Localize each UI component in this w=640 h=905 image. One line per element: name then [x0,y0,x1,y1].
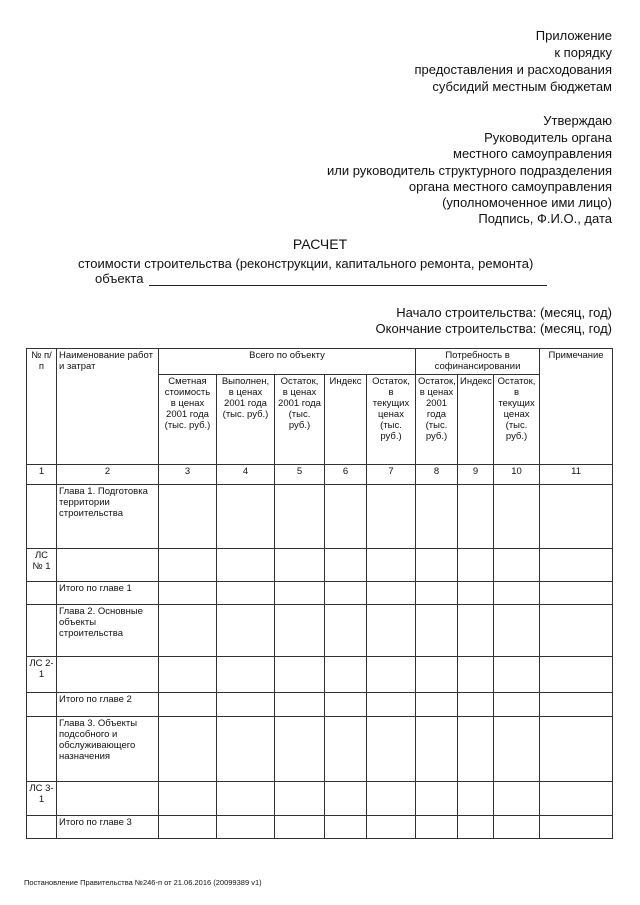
object-blank-field[interactable] [149,273,547,286]
table-row [27,693,613,717]
table-row [27,782,613,816]
col-header-need-rest-current: Остаток, в текущих ценах (тыс. руб.) [494,375,540,465]
table-row [27,717,613,782]
row-no [27,693,57,717]
object-line [95,271,547,286]
col-number: 7 [367,465,416,485]
appendix-line-2: к порядку [554,45,612,60]
col-number: 9 [458,465,494,485]
approval-line-3: местного самоуправления [453,146,612,161]
row-no: ЛС 2-1 [27,657,57,693]
footer-note: Постановление Правительства №246-п от 21.06.2016 (20099389 v1) [24,878,262,887]
appendix-line-1: Приложение [535,28,612,43]
col-number: 6 [325,465,367,485]
appendix-line-3: предоставления и расходования [414,62,612,77]
document-subtitle: стоимости строительства (реконструкции, капитального ремонта, ремонта) [78,256,534,271]
col-number: 11 [540,465,613,485]
row-name [57,657,159,693]
col-header-smeta: Сметная стоимость в ценах 2001 года (тыс. руб.) [159,375,217,465]
col-header-name: Наименование работ и затрат [57,349,159,465]
table-row [27,485,613,549]
col-number: 10 [494,465,540,485]
col-number: 8 [416,465,458,485]
row-name: Итого по главе 3 [57,816,159,839]
col-header-need-group: Потребность в софинансировании [416,349,540,375]
row-no: ЛС 3-1 [27,782,57,816]
row-name: Итого по главе 1 [57,582,159,605]
approval-line-4: или руководитель структурного подразделения [327,163,612,178]
row-no [27,816,57,839]
approval-line-1: Утверждаю [543,113,612,128]
col-number: 3 [159,465,217,485]
table-row [27,605,613,657]
col-header-rest-2001: Остаток, в ценах 2001 года (тыс. руб.) [275,375,325,465]
col-header-index: Индекс [325,375,367,465]
row-no [27,717,57,782]
table-row [27,657,613,693]
row-name: Глава 2. Основные объекты строительства [57,605,159,657]
start-date-line: Начало строительства: (месяц, год) [396,305,612,320]
col-header-no: № п/п [27,349,57,465]
appendix-line-4: субсидий местным бюджетам [432,79,612,94]
document-title: РАСЧЕТ [292,236,348,252]
col-header-done: Выполнен, в ценах 2001 года (тыс. руб.) [217,375,275,465]
calculation-table [26,348,613,839]
col-header-need-rest-2001: Остаток, в ценах 2001 года (тыс. руб.) [416,375,458,465]
approval-line-2: Руководитель органа [484,130,612,145]
row-no [27,605,57,657]
col-number: 5 [275,465,325,485]
col-header-need-index: Индекс [458,375,494,465]
object-label: объекта [95,271,144,286]
col-number: 2 [57,465,159,485]
approval-line-5: органа местного самоуправления [408,179,612,194]
col-number: 4 [217,465,275,485]
row-name: Глава 1. Подготовка территории строительства [57,485,159,549]
approval-line-6: (уполномоченное ими лицо) [442,195,612,210]
col-number: 1 [27,465,57,485]
row-no [27,485,57,549]
row-name [57,782,159,816]
end-date-line: Окончание строительства: (месяц, год) [375,321,612,336]
row-no [27,582,57,605]
col-header-total-group: Всего по объекту [159,349,416,375]
table-row [27,549,613,582]
approval-line-7: Подпись, Ф.И.О., дата [478,211,612,226]
table-row [27,582,613,605]
table-row [27,816,613,839]
col-header-rest-current: Остаток, в текущих ценах (тыс. руб.) [367,375,416,465]
row-no: ЛС № 1 [27,549,57,582]
row-name [57,549,159,582]
row-name: Итого по главе 2 [57,693,159,717]
col-header-note: Примечание [540,349,613,465]
row-name: Глава 3. Объекты подсобного и обслуживающего назначения [57,717,159,782]
